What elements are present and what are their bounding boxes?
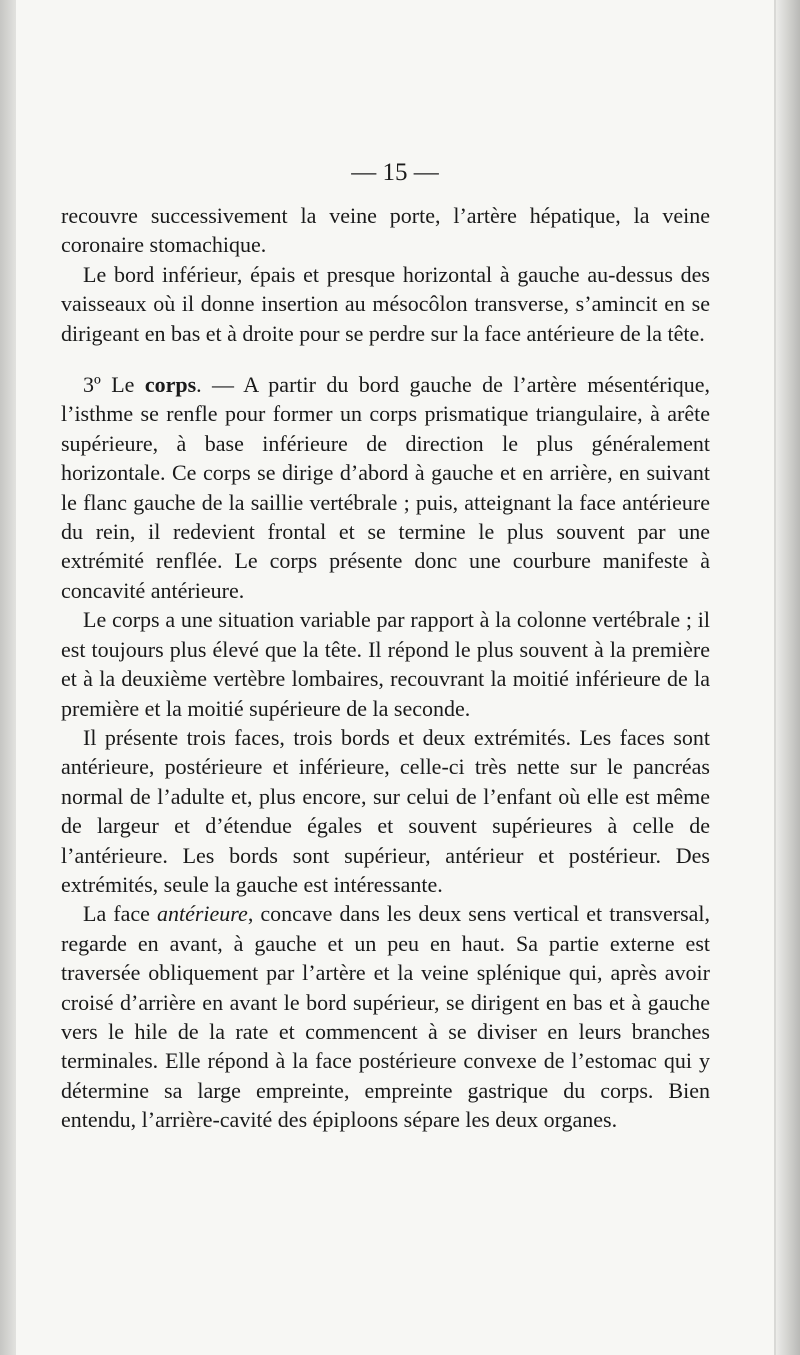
paragraph-1-continuation xyxy=(61,201,710,260)
italic-term-anterieure: antérieure xyxy=(156,901,248,927)
section-number: 3º Le xyxy=(83,372,145,398)
paragraph-bord-inferieur xyxy=(61,260,710,348)
paragraph-6-prefix: La face xyxy=(83,901,157,927)
scan-right-edge xyxy=(776,0,800,1355)
body-text xyxy=(61,201,710,1135)
paragraph-3-text: . — A partir du bord gauche de l’artère mésentérique, l’isthme se renfle pour former un corps prismatique triangulaire, à arête supérieure, à base inférieure de direction le plus généralement horizontale. Ce corps se dirige d’abord à gauche et en arrière, en suivant le flanc gauche de la saillie vertébrale ; puis, atteignant la face antérieure du rein, il redevient frontal et se termine le plus souvent par une extrémité renflée. Le corps présente donc une courbure manifeste à concavité antérieure. xyxy=(61,372,710,603)
section-heading-corps: corps xyxy=(144,372,197,398)
paragraph-5-text: Il présente trois faces, trois bords et deux extrémités. Les faces sont antérieure, postérieure et inférieure, celle-ci très nette sur le pancréas normal de l’adulte et, plus encore, sur celui de l’enfant où elle est même de largeur et d’étendue égales et souvent supérieures à celle de l’antérieure. Les bords sont supérieur, antérieur et postérieur. Des extrémités, seule la gauche est intéressante. xyxy=(61,724,710,897)
book-page xyxy=(16,0,774,1355)
paragraph-situation xyxy=(61,605,710,723)
paragraph-faces-bords xyxy=(61,723,710,899)
page-number: — 15 — xyxy=(351,159,439,186)
paragraph-6-text: , concave dans les deux sens vertical et transversal, regarde en avant, à gauche et un peu en haut. Sa partie externe est traversée obliquement par l’artère et la veine splénique qui, après avoir croisé d’arrière en avant le bord supérieur, se dirigent en bas et à gauche vers le hile de la rate et commencent à se diviser en leurs branches terminales. Elle répond à la face postérieure convexe de l’estomac qui y détermine sa large empreinte, empreinte gastrique du corps. Bien entendu, l’arrière-cavité des épiploons sépare les deux organes. xyxy=(61,901,711,1133)
paragraph-4-text: Le corps a une situation variable par rapport à la colonne vertébrale ; il est toujours plus élevé que la tête. Il répond le plus souvent à la première et à la deuxième vertèbre lombaires, recouvrant la moitié inférieure de la première et la moitié supérieure de la seconde. xyxy=(61,607,710,721)
paragraph-2-text: Le bord inférieur, épais et presque horizontal à gauche au-dessus des vaisseaux où il donne insertion au mésocôlon transverse, s’amincit en se dirigeant en bas et à droite pour se perdre sur la face antérieure de la tête. xyxy=(61,261,710,346)
paragraph-corps-section xyxy=(61,370,710,605)
scan-left-edge xyxy=(0,0,16,1355)
paragraph-face-anterieure xyxy=(61,899,710,1134)
paragraph-1-text: recouvre successivement la veine porte, l’artère hépatique, la veine coronaire stomachique. xyxy=(61,203,710,258)
